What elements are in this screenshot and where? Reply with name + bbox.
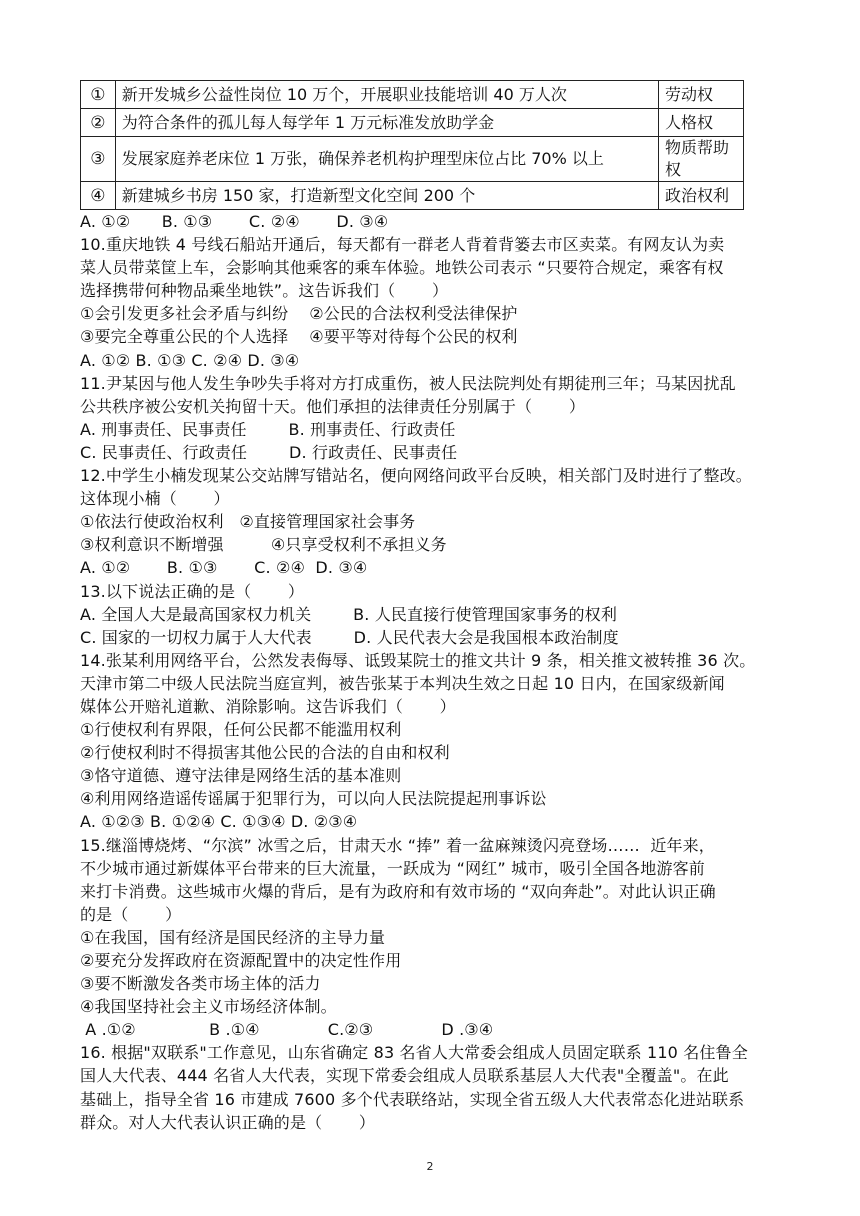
- row-content: 新开发城乡公益性岗位 10 万个，开展职业技能培训 40 万人次: [115, 81, 658, 109]
- question-line: 国人大代表、444 名省人大代表，实现下常委会组成人员联系基层人大代表"全覆盖"。在此: [80, 1066, 729, 1086]
- question-options: A .①② B .①④ C.②③ D .③④: [80, 1020, 494, 1040]
- question-line: 这体现小楠（ ）: [80, 489, 230, 509]
- question-line: ③恪守道德、遵守法律是网络生活的基本准则: [80, 766, 402, 786]
- question-line: 14.张某利用网络平台，公然发表侮辱、诋毁某院士的推文共计 9 条，相关推文被转推 36 次。: [80, 650, 756, 670]
- question-options: A. ①② B. ①③ C. ②④ D. ③④: [80, 558, 368, 578]
- question-line: 天津市第二中级人民法院当庭宣判，被告张某于本判决生效之日起 10 日内，在国家级新闻: [80, 673, 725, 693]
- row-right: 劳动权: [659, 81, 744, 109]
- row-number: ④: [81, 182, 116, 210]
- table-row: [81, 81, 744, 109]
- question-line: 基础上，指导全省 16 市建成 7600 多个代表联络站，实现全省五级人大代表常态化进站联系: [80, 1089, 745, 1109]
- question-line: ③要完全尊重公民的个人选择 ④要平等对待每个公民的权利: [80, 327, 518, 347]
- rights-table: [80, 80, 744, 210]
- row-content: 新建城乡书房 150 家，打造新型文化空间 200 个: [115, 182, 658, 210]
- question-line: 的是（ ）: [80, 904, 182, 924]
- question-line: A. 全国人大是最高国家权力机关 B. 人民直接行使管理国家事务的权利: [80, 604, 617, 624]
- question-12: [80, 464, 780, 579]
- question-line: ①依法行使政治权利 ②直接管理国家社会事务: [80, 512, 416, 532]
- row-number: ③: [81, 137, 116, 182]
- question-line: 12.中学生小楠发现某公交站牌写错站名，便向网络问政平台反映，相关部门及时进行了整改。: [80, 466, 752, 486]
- question-line: 16. 根据"双联系"工作意见，山东省确定 83 名省人大常委会组成人员固定联系 110 名住鲁全: [80, 1043, 748, 1063]
- row-right: 政治权利: [659, 182, 744, 210]
- question-line: C. 民事责任、行政责任 D. 行政责任、民事责任: [80, 442, 458, 462]
- question-line: ④利用网络造谣传谣属于犯罪行为，可以向人民法院提起刑事诉讼: [80, 789, 547, 809]
- question-line: 10.重庆地铁 4 号线石船站开通后，每天都有一群老人背着背篓去市区卖菜。有网友认为卖: [80, 235, 725, 255]
- exam-page: [80, 80, 780, 1134]
- question-line: C. 国家的一切权力属于人大代表 D. 人民代表大会是我国根本政治制度: [80, 627, 619, 647]
- question-line: ②要充分发挥政府在资源配置中的决定性作用: [80, 951, 402, 970]
- question-line: 选择携带何种物品乘坐地铁”。这告诉我们（ ）: [80, 281, 449, 301]
- question-line: ③要不断激发各类市场主体的活力: [80, 974, 321, 994]
- row-content: 发展家庭养老床位 1 万张，确保养老机构护理型床位占比 70% 以上: [115, 137, 658, 182]
- question-line: 公共秩序被公安机关拘留十天。他们承担的法律责任分别属于（ ）: [80, 396, 586, 416]
- question-line: 媒体公开赔礼道歉、消除影响。这告诉我们（ ）: [80, 696, 456, 716]
- row-right: 人格权: [659, 109, 744, 137]
- question-line: 群众。对人大代表认识正确的是（ ）: [80, 1112, 376, 1132]
- question-13: [80, 580, 780, 649]
- row-right: 物质帮助权: [659, 137, 744, 182]
- question-line: ①行使权利有界限，任何公民都不能滥用权利: [80, 720, 402, 740]
- question-line: 不少城市通过新媒体平台带来的巨大流量，一跃成为 “网红” 城市，吸引全国各地游客前: [80, 858, 705, 878]
- question-options: A. ①②③ B. ①②④ C. ①③④ D. ②③④: [80, 812, 358, 832]
- question-16: [80, 1041, 780, 1133]
- table-row: [81, 137, 744, 182]
- table-row: [81, 109, 744, 137]
- question-10: [80, 233, 780, 372]
- question-line: 11.尹某因与他人发生争吵失手将对方打成重伤，被人民法院判处有期徒刑三年；马某因扰乱: [80, 373, 736, 393]
- question-line: 来打卡消费。这些城市火爆的背后，是有为政府和有效市场的 “双向奔赴”。对此认识正确: [80, 881, 716, 901]
- question-line: 15.继淄博烧烤、“尔滨” 冰雪之后，甘肃天水 “捧” 着一盆麻辣烫闪亮登场…… 近年来，: [80, 835, 715, 855]
- question-line: ①在我国，国有经济是国民经济的主导力量: [80, 927, 386, 947]
- question-11: [80, 372, 780, 464]
- question-line: 13.以下说法正确的是（ ）: [80, 581, 305, 601]
- question-15: [80, 834, 780, 1042]
- page-number: 2: [426, 1160, 434, 1173]
- question-14: [80, 649, 780, 834]
- question-line: ①会引发更多社会矛盾与纠纷 ②公民的合法权利受法律保护: [80, 304, 518, 324]
- q9-options: A. ①② B. ①③ C. ②④ D. ③④: [80, 212, 389, 231]
- question-line: 菜人员带菜筐上车，会影响其他乘客的乘车体验。地铁公司表示 “只要符合规定，乘客有权: [80, 258, 724, 278]
- row-number: ①: [81, 81, 116, 109]
- row-number: ②: [81, 109, 116, 137]
- question-line: ④我国坚持社会主义市场经济体制。: [80, 997, 337, 1017]
- question-line: ③权利意识不断增强 ④只享受权利不承担义务: [80, 535, 447, 555]
- table-row: [81, 182, 744, 210]
- question-line: A. 刑事责任、民事责任 B. 刑事责任、行政责任: [80, 419, 456, 439]
- question-line: ②行使权利时不得损害其他公民的合法的自由和权利: [80, 743, 450, 763]
- row-content: 为符合条件的孤儿每人每学年 1 万元标准发放助学金: [115, 109, 658, 137]
- question-options: A. ①② B. ①③ C. ②④ D. ③④: [80, 350, 300, 370]
